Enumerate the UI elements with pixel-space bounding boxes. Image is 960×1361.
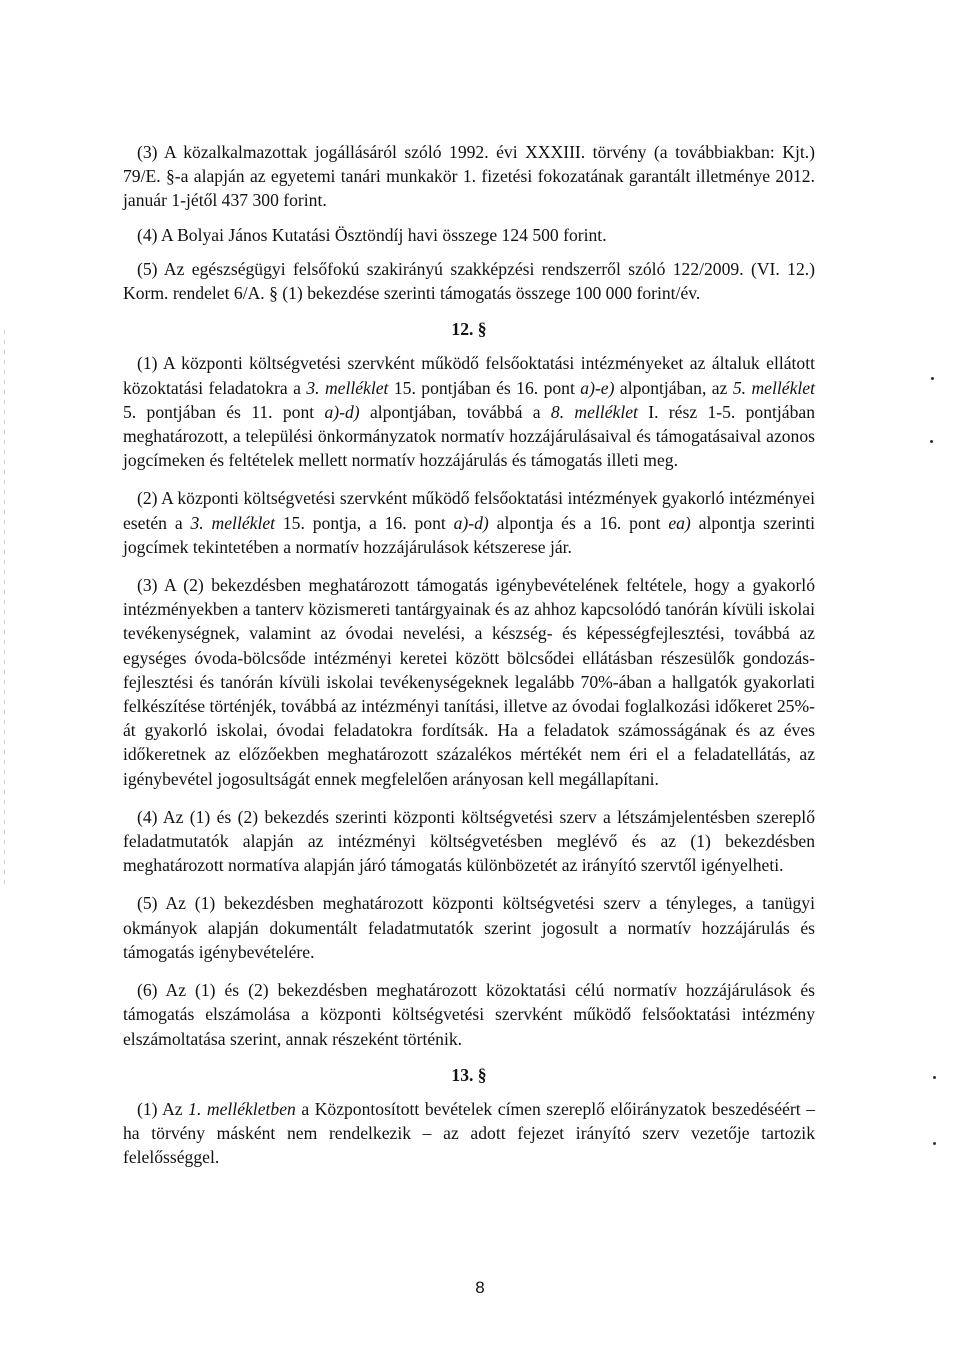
- paragraph-intro-5: (5) Az egészségügyi felsőfokú szakirányú szakképzési rendszerről szóló 122/2009. (VI. 12.) Korm. rendelet 6/A. § (1) bekezdése szerinti támogatás összege 100 000 forint/év.: [123, 258, 815, 304]
- document-body: [123, 140, 815, 1170]
- section-heading-12: 12. §: [451, 319, 487, 340]
- section-heading-13: 13. §: [451, 1064, 487, 1085]
- paragraph-12-2: (2) A központi költségvetési szervként működő felsőoktatási intézmények gyakorló intézményei esetén a 3. melléklet 15. pontja, a 16. pont a)-d) alpontja és a 16. pont ea) alpontja szerinti jogcímek tekintetében a normatív hozzájárulások kétszerese jár.: [123, 488, 815, 557]
- scan-mark: [931, 377, 934, 380]
- page-number: 8: [475, 1278, 485, 1297]
- paragraph-12-5: (5) Az (1) bekezdésben meghatározott központi költségvetési szerv a tényleges, a tanügyi okmányok alapján dokumentált feladatmutatók szerint jogosult a normatív hozzájárulás és támogatás igénybevételére.: [123, 893, 815, 962]
- paragraph-12-3: (3) A (2) bekezdésben meghatározott támogatás igénybevételének feltétele, hogy a gyakorló intézményekben a tanterv közismereti tantárgyainak és az ahhoz kapcsolódó tanórán kívüli iskolai tevékenységnek, valamint az óvodai nevelési, a készség- és képességfejlesztési, továbbá az egységes óvoda-bölcsőde intézményi keretei között bölcsődei ellátásban részesülők gondozás-fejlesztési és tanórán kívüli iskolai tevékenységeknek legalább 70%-ában a hallgatók gyakorlati felkészítése történjék, továbbá az intézményi tanítási, illetve az óvodai foglalkozási időkeret 25%-át gyakorló iskolai, óvodai feladatokra fordítsák. Ha a feladatok számosságának és az éves időkeretnek az előzőekben meghatározott százalékos mértékét nem éri el a feladatellátás, az igénybevétel jogosultságát ennek megfelelően arányosan kell megállapítani.: [123, 575, 815, 789]
- scan-edge-line: [4, 330, 5, 890]
- paragraph-12-6: (6) Az (1) és (2) bekezdésben meghatározott közoktatási célú normatív hozzájárulások és támogatás elszámolása a központi költségvetési szervként működő felsőoktatási intézmény elszámoltatása szerint, annak részeként történik.: [123, 980, 815, 1049]
- scan-mark: [933, 1076, 936, 1079]
- paragraph-13-1: (1) Az 1. mellékletben a Központosított bevételek címen szereplő előirányzatok beszedéséért – ha törvény másként nem rendelkezik – az adott fejezet irányító szerv vezetője tartozik felelősséggel.: [123, 1098, 815, 1168]
- paragraph-12-1: (1) A központi költségvetési szervként működő felsőoktatási intézményeket az általuk ellátott közoktatási feladatokra a 3. melléklet 15. pontjában és 16. pont a)-e) alpontjában, az 5. melléklet 5. pontjában és 11. pont a)-d) alpontjában, továbbá a 8. melléklet I. rész 1-5. pontjában meghatározott, a települési önkormányzatok normatív hozzájárulásaival és támogatásaival azonos jogcímeken és feltételek mellett normatív hozzájárulás és támogatás illeti meg.: [123, 353, 815, 471]
- scan-mark: [933, 1142, 936, 1145]
- scan-mark: [930, 440, 933, 443]
- paragraph-intro-3: (3) A közalkalmazottak jogállásáról szóló 1992. évi XXXIII. törvény (a továbbiakban: Kjt.) 79/E. §-a alapján az egyetemi tanári munkakör 1. fizetési fokozatának garantált illetménye 2012. január 1-jétől 437 300 forint.: [123, 142, 815, 211]
- paragraph-intro-4: (4) A Bolyai János Kutatási Ösztöndíj havi összege 124 500 forint.: [137, 224, 607, 245]
- paragraph-12-4: (4) Az (1) és (2) bekezdés szerinti központi költségvetési szerv a létszámjelentésben szereplő feladatmutatók alapján az intézményi költségvetésben meglévő és az (1) bekezdésben meghatározott normatíva alapján járó támogatás különbözetét az irányító szervtől igényelheti.: [123, 806, 815, 876]
